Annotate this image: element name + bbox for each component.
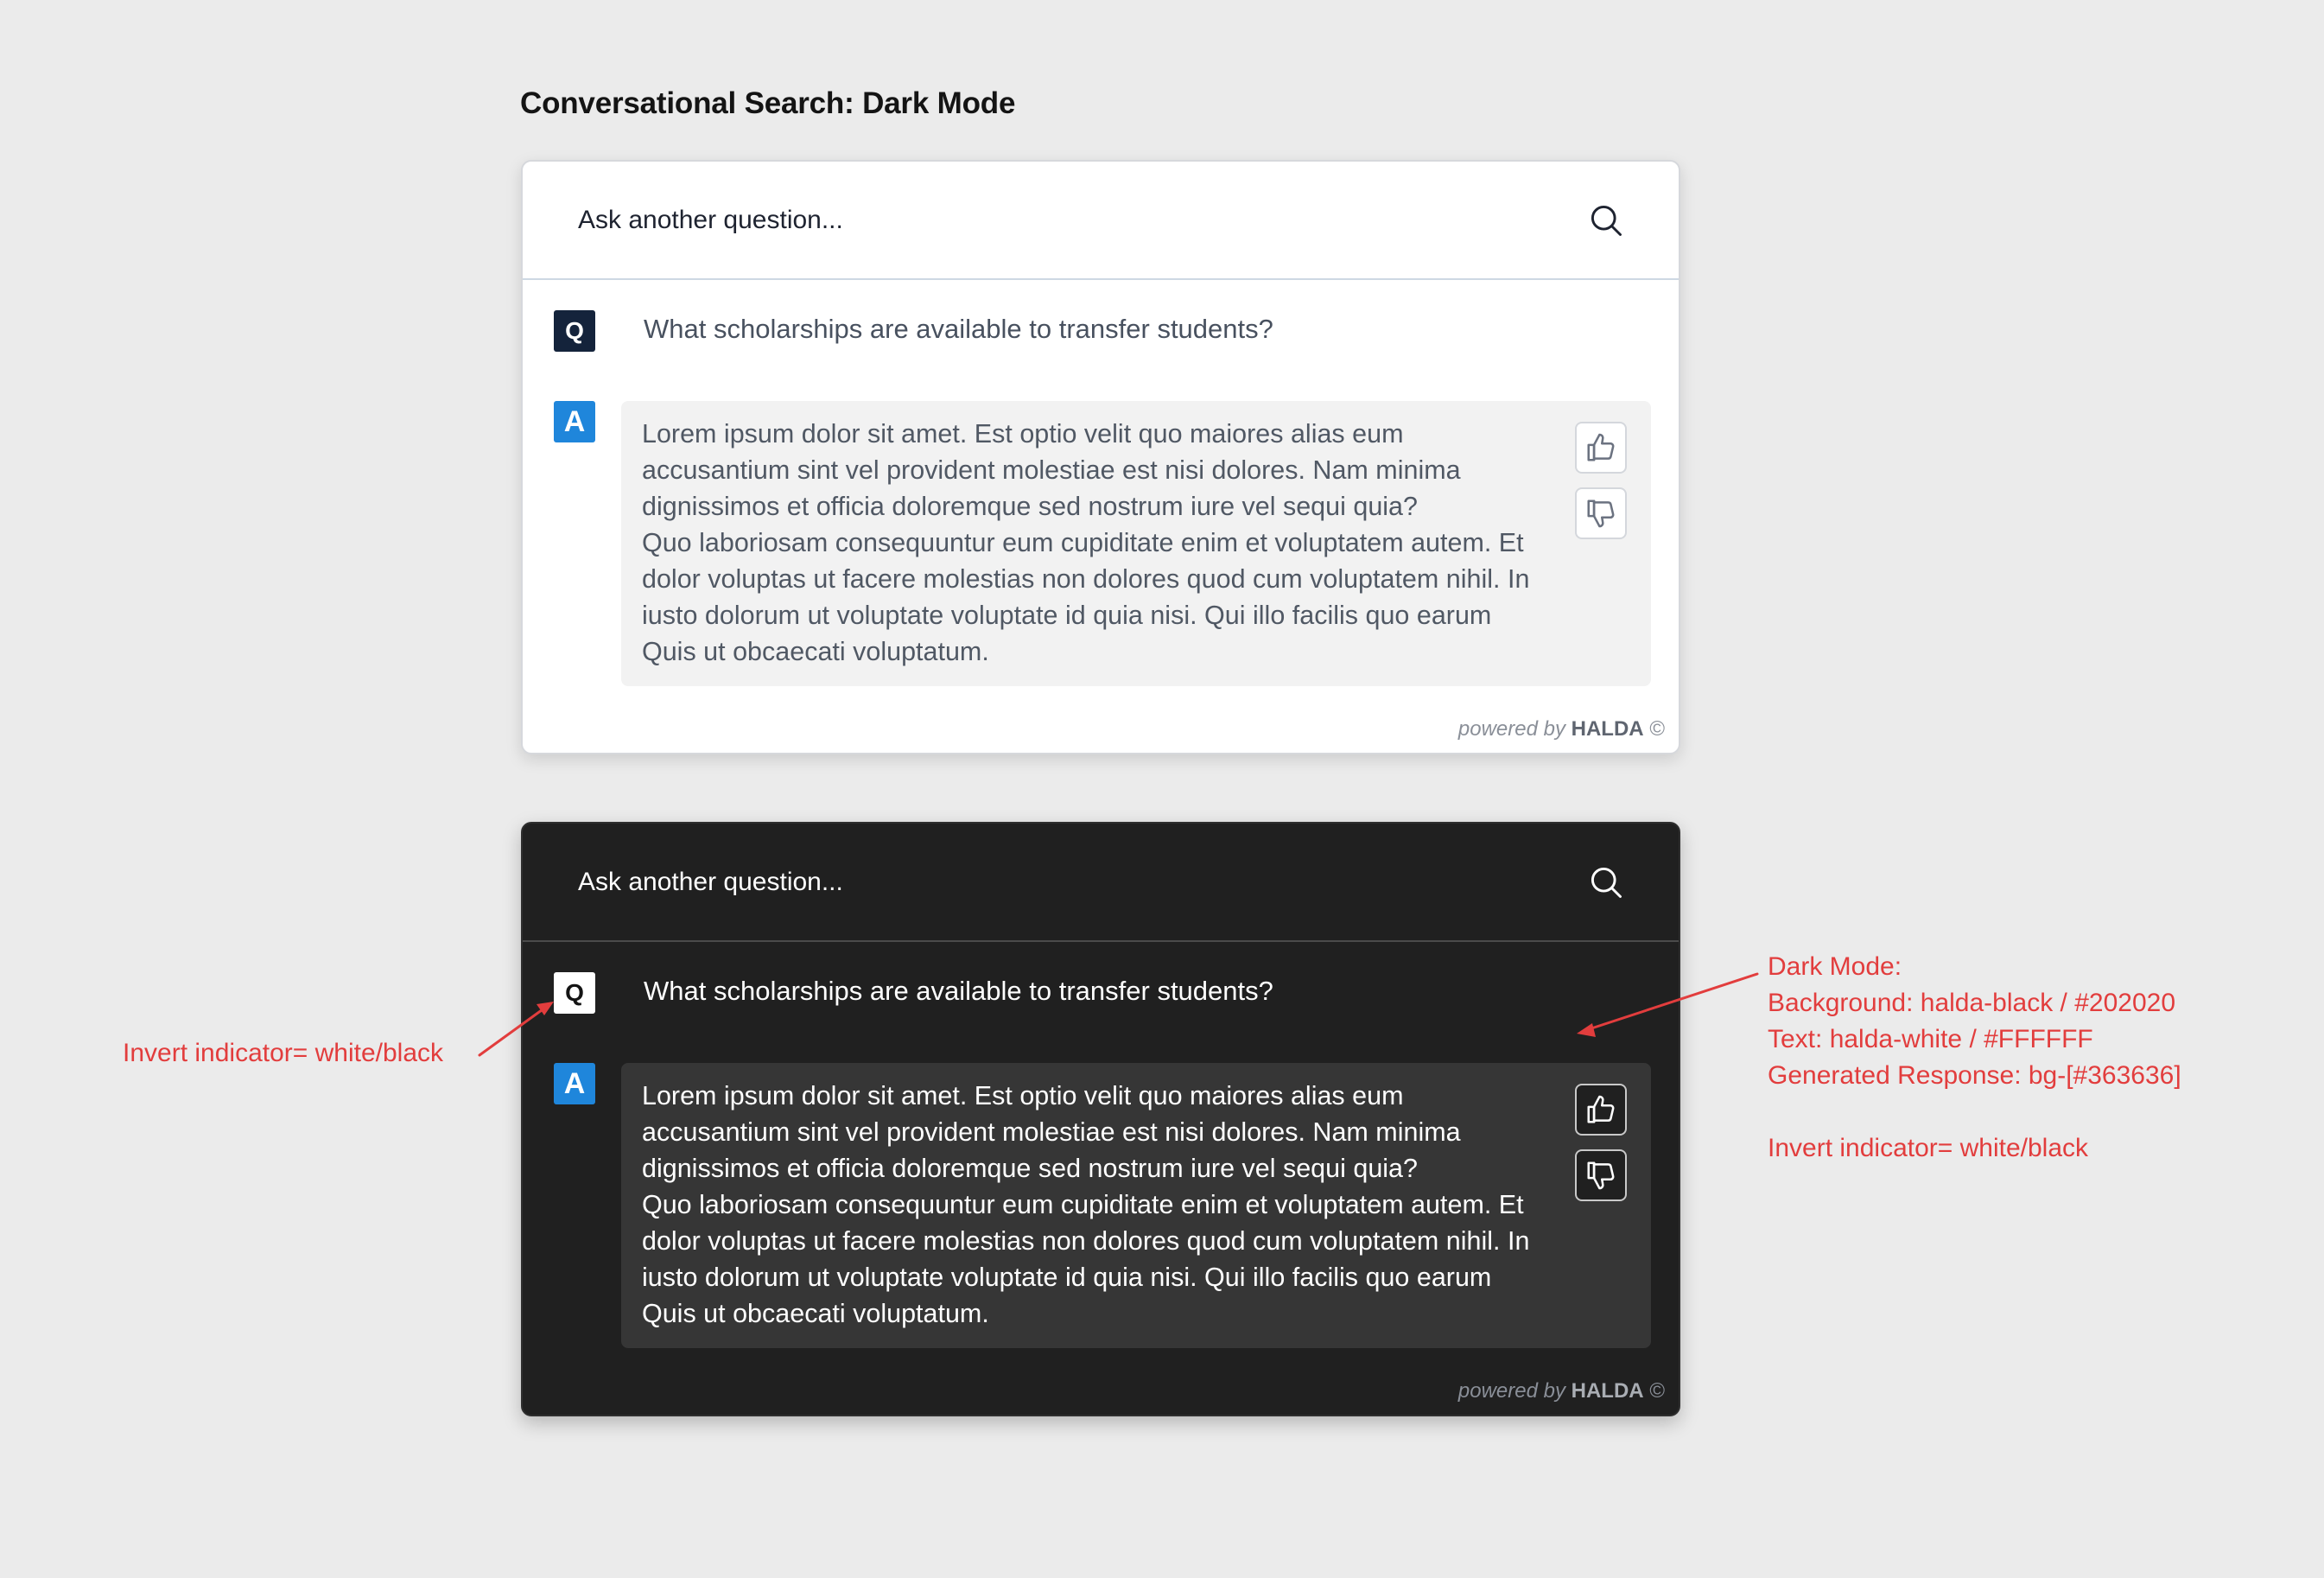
copyright-symbol: © [1649, 1379, 1665, 1403]
generated-response [621, 401, 1651, 686]
powered-by-label: powered by [1457, 1379, 1572, 1403]
search-button[interactable] [1585, 862, 1627, 903]
question-text: What scholarships are available to transfer students? [644, 314, 1273, 344]
annotation-line: Background: halda-black / #202020 [1768, 989, 2176, 1017]
question-indicator: Q [554, 310, 595, 352]
annotation-spacer [1768, 1094, 2181, 1130]
annotation-invert-indicator: Invert indicator= white/black [123, 1039, 444, 1067]
answer-indicator: A [554, 401, 595, 442]
annotation-dark-mode-spec [1768, 949, 2181, 1167]
answer-paragraph: Quo laboriosam consequuntur eum cupiditate enim et voluptatem autem. Et dolor voluptas ut facere molestias non dolores quod cum voluptatem nihil. In iusto dolorum ut voluptate voluptate id quia nisi. Qui illo facilis quo earum Quis ut obcaecati voluptatum. [642, 528, 1530, 666]
search-bar [523, 824, 1679, 942]
search-button[interactable] [1585, 200, 1627, 241]
thumbs-down-icon [1584, 497, 1617, 530]
annotation-line: Generated Response: bg-[#363636] [1768, 1061, 2181, 1090]
thumbs-down-icon [1584, 1159, 1617, 1192]
thumbs-down-button[interactable] [1575, 487, 1627, 539]
thumbs-up-icon [1584, 431, 1617, 464]
thumbs-up-icon [1584, 1093, 1617, 1126]
search-icon [1587, 863, 1625, 901]
generated-response [621, 1063, 1651, 1348]
copyright-symbol: © [1649, 717, 1665, 741]
thumbs-down-button[interactable] [1575, 1149, 1627, 1201]
question-text: What scholarships are available to transfer students? [644, 976, 1273, 1006]
search-widget-dark [521, 822, 1680, 1416]
annotation-line: Dark Mode: [1768, 952, 1902, 981]
powered-by-footer [1458, 1379, 1665, 1403]
answer-paragraph: Lorem ipsum dolor sit amet. Est optio velit quo maiores alias eum accusantium sint vel provident molestiae est nisi dolores. Nam minima dignissimos et officia doloremque sed nostrum iure vel sequi quia? [642, 419, 1461, 521]
answer-paragraph: Lorem ipsum dolor sit amet. Est optio velit quo maiores alias eum accusantium sint vel provident molestiae est nisi dolores. Nam minima dignissimos et officia doloremque sed nostrum iure vel sequi quia? [642, 1081, 1461, 1183]
search-input[interactable] [578, 200, 1528, 241]
search-widget-light [521, 160, 1680, 754]
answer-paragraph: Quo laboriosam consequuntur eum cupiditate enim et voluptatem autem. Et dolor voluptas ut facere molestias non dolores quod cum voluptatem nihil. In iusto dolorum ut voluptate voluptate id quia nisi. Qui illo facilis quo earum Quis ut obcaecati voluptatum. [642, 1190, 1530, 1328]
question-indicator: Q [554, 972, 595, 1014]
search-bar [523, 162, 1679, 280]
answer-indicator: A [554, 1063, 595, 1104]
thumbs-up-button[interactable] [1575, 1084, 1627, 1136]
brand-name: HALDA [1571, 717, 1644, 741]
powered-by-footer [1458, 717, 1665, 741]
brand-name: HALDA [1571, 1379, 1644, 1403]
powered-by-label: powered by [1457, 717, 1572, 741]
thumbs-up-button[interactable] [1575, 422, 1627, 474]
annotation-line: Invert indicator= white/black [1768, 1134, 2089, 1162]
annotation-line: Text: halda-white / #FFFFFF [1768, 1025, 2093, 1053]
search-input[interactable] [578, 862, 1528, 903]
page-title: Conversational Search: Dark Mode [520, 86, 1016, 120]
search-icon [1587, 201, 1625, 239]
